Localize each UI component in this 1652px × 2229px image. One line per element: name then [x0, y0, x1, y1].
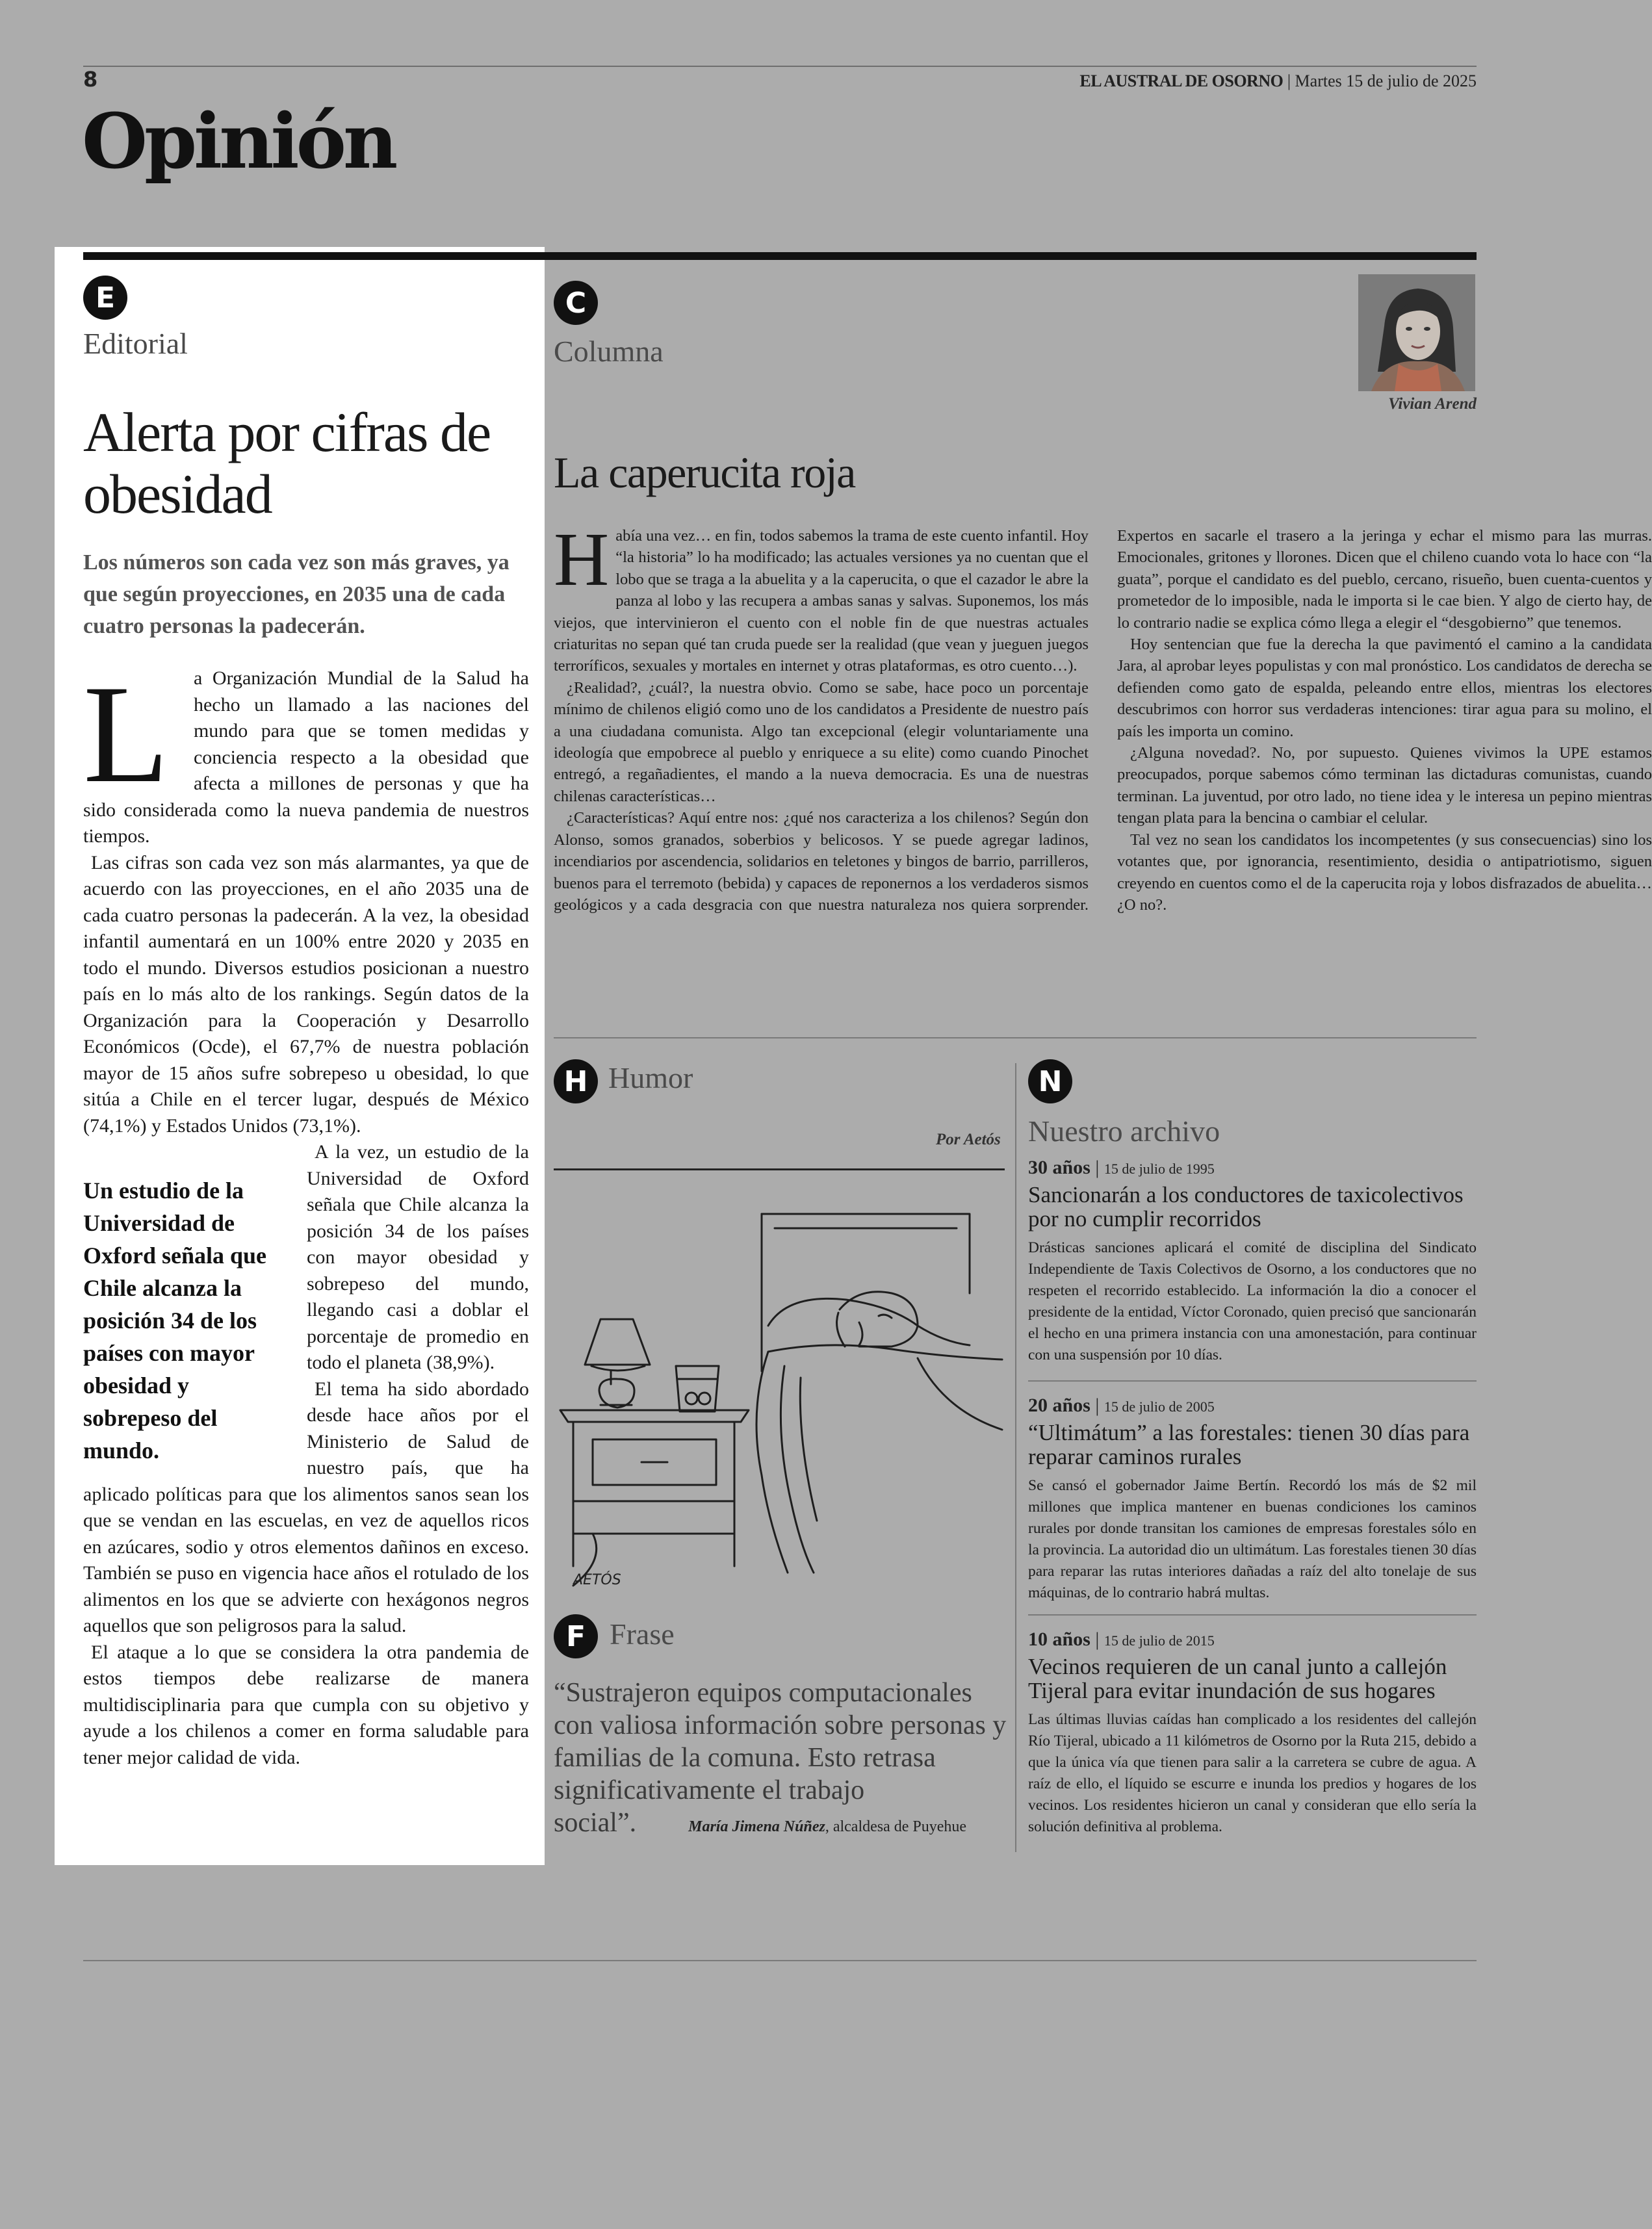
editorial-headline: Alerta por cifras de obesidad [83, 401, 491, 525]
editorial-paragraph: a Organización Mundial de la Salud ha hecho un llamado a las naciones del mundo para que se tomen medidas y conciencia respecto a la obesidad que afecta a millones de personas y que ha sido considerada como la nueva pandemia de nuestros tiempos. [83, 667, 529, 847]
archive-date: 15 de julio de 2005 [1103, 1398, 1215, 1415]
masthead-separator: | [1283, 71, 1295, 90]
frase-role: , alcaldesa de Puyehue [825, 1818, 967, 1835]
archive-body: Se cansó el gobernador Jaime Bertín. Recordó los más de $2 mil millones que implica mantener en buenas condiciones los caminos rurales por donde transitan los camiones de empresas forestales sólo en la provincia. La autoridad dio un ultimátum. Las forestales tienen 30 días para reparar las rutas interiores dañadas a raíz del alto tonelaje de sus máquinas, de lo contrario habrá multas. [1028, 1477, 1477, 1602]
masthead [1079, 71, 1477, 91]
archive-body: Las últimas lluvias caídas han complicado a los residentes del callejón Río Tijeral, ubicado a 11 kilómetros de Osorno por la Ruta 215, debido a que la única vía que tienen para salir a la carretera se cubre de agua. A raíz de ello, el líquido se escurre e inunda los predios y hogares de los vecinos. Los residentes hicieron un canal y consideran que ello sería la solución definitiva al problema. [1028, 1711, 1477, 1836]
section-divider [554, 1037, 1477, 1038]
humor-cartoon [554, 1196, 1002, 1592]
archive-label: Nuestro archivo [1028, 1114, 1220, 1148]
archive-body: Drásticas sanciones aplicará el comité de disciplina del Sindicato Independiente de Taxis Colectivos de Osorno, a los conductores que no respeten el recorrido establecido. La información la dio a conocer el presidente de la entidad, Víctor Coronado, quien precisó que sancionarán el hecho en una primera instancia con una amonestación, para continuar con una suspensión por 10 días. [1028, 1239, 1477, 1364]
frase-label: Frase [610, 1617, 675, 1651]
column-body [554, 517, 1652, 1002]
author-avatar [1358, 274, 1475, 391]
archive-badge: N [1028, 1059, 1072, 1103]
archive-headline: Sancionarán a los conductores de taxicolectivos por no cumplir recorridos [1028, 1182, 1464, 1232]
column-paragraph: ¿Características? Aquí entre nos: ¿qué nos caracteriza a los chilenos? Según don Alonso, somos granados, soberbios y belicosos. Y se puede agregar ladinos, incendiarios por ascendencia, solidarios en teletones y bingos de barrio, parrilleros, buenos para el terremoto (bebida) y capaces de reponernos a los verdaderos sismos geológicos y a cada desgracia con que nuestra naturaleza nos quiera sorprender. Expertos en sacarle el trasero a la jeringa y echar el mismo para las murras. Emocionales, gritones y llorones. Dicen que el chileno cuando vota lo hace con “la guata”, porque el candidato es del pueblo, cercano, risueño, buen cuenta-cuentos y prometedor de lo imposible, nada le importa si le cae bien. Y algo de cierto hay, de lo contrario nadie se explica cómo llega a elegir el “desgobierno” que tenemos. [554, 527, 1652, 914]
archive-years: 10 años [1028, 1629, 1091, 1650]
humor-badge: H [554, 1059, 598, 1103]
top-rule [83, 66, 1477, 67]
archive-headline: “Ultimátum” a las forestales: tienen 30 días para reparar caminos rurales [1028, 1420, 1470, 1470]
editorial-deck: Los números son cada vez son más graves, ya que según proyecciones, en 2035 una de cada cuatro personas la padecerán. [83, 550, 510, 638]
frase-attribution [688, 1818, 966, 1835]
column-label: Columna [554, 335, 664, 368]
editorial-paragraph: El ataque a lo que se considera la otra pandemia de estos tiempos debe realizarse de manera multidisciplinaria para que cumpla con su objetivo y ayude a los chilenos a comer en forma saludable para tener mejor calidad de vida. [83, 1641, 529, 1768]
editorial-paragraph: El tema ha sido abordado desde hace años por el Ministerio de Salud de nuestro país, que ha aplicado políticas para que los alimentos sanos sean los que se vendan en las escuelas, en vez de aquellos ricos en azúcares, sodio y otros elementos dañinos en exceso. También se puso en vigencia hace años el rotulado de los alimentos en los que se advierte con hexágonos negros aquellos que son peligrosos para la salud. [83, 1378, 530, 1636]
column-paragraph: ¿Alguna novedad?. No, por supuesto. Quienes vivimos la UPE estamos preocupados, porque sabemos cómo terminan las dictaduras comunistas, cuando terminan. La juventud, por otro lado, no tiene idea y le interesa un pepino mientras tengan plata para la bencina o cambiar el celular. [1117, 744, 1652, 827]
author-name: Vivian Arend [1388, 395, 1477, 413]
column-dropcap: H [554, 517, 610, 602]
editorial-paragraph: Las cifras son cada vez son más alarmantes, ya que de acuerdo con las proyecciones, en el año 2035 una de cada cuatro personas la padecerán. A la vez, la obesidad infantil aumentará en un 100% entre 2020 y 2035 en todo el mundo. Diversos estudios posicionan a nuestro país en lo más alto de los rankings. Según datos de la Organización para la Cooperación y Desarrollo Económicos (Ocde), el 67,7% de nuestra población mayor de 15 años sufre sobrepeso u obesidad, lo que sitúa a Chile en el tercer lugar, después de México (74,1%) y Estados Unidos (73,1%). [83, 851, 529, 1137]
archive-divider [1028, 1380, 1477, 1382]
frase-author: María Jimena Núñez [688, 1818, 825, 1835]
column-paragraph: Tal vez no sean los candidatos los incompetentes (y sus consecuencias) sino los votantes que, por ignorancia, resentimiento, desidia o antipatriotismo, siguen creyendo en cuentos como el de la caperucita roja y lobos disfrazados de abuelita… ¿O no?. [1117, 831, 1652, 914]
humor-rule [554, 1168, 1005, 1170]
editorial-badge: E [83, 276, 127, 320]
editorial-body [83, 656, 530, 1771]
bottom-rule [83, 1960, 1477, 1961]
archive-date: 15 de julio de 1995 [1103, 1161, 1215, 1177]
archive-item: 10 años | 15 de julio de 2015 Vecinos requieren de un canal junto a callejón Tijeral para evitar inundación de sus hogares Las últimas lluvias caídas han complicado a los residentes del callejón Río Tijeral, ubicado a 11 kilómetros de Osorno por la Ruta 215, debido a que la única vía que tienen para salir a la carretera se cubre de agua. A raíz de ello, el líquido se escurre e inunda los predios y hogares de los vecinos. Los residentes hicieron un canal y consideran que ello sería la solución definitiva al problema. [1028, 1629, 1477, 1838]
editorial-paragraph: A la vez, un estudio de la Universidad de Oxford señala que Chile alcanza la posición 34 de los países con mayor obesidad y sobrepeso del mundo, llegando casi a doblar el porcentaje de promedio en todo el planeta (38,9%). [307, 1141, 529, 1373]
archive-years: 20 años [1028, 1395, 1091, 1416]
archive-headline: Vecinos requieren de un canal junto a callejón Tijeral para evitar inundación de sus hogares [1028, 1654, 1447, 1704]
column-headline: La caperucita roja [554, 448, 855, 497]
archive-item: 20 años | 15 de julio de 2005 “Ultimátum” a las forestales: tienen 30 días para reparar caminos rurales Se cansó el gobernador Jaime Bertín. Recordó los más de $2 mil millones que implica mantener en buenas condiciones los caminos rurales por donde transitan los camiones de empresas forestales sólo en la provincia. La autoridad dio un ultimátum. Las forestales tienen 30 días para reparar las rutas interiores dañadas a raíz del alto tonelaje de sus máquinas, de lo contrario habrá multas. [1028, 1395, 1477, 1604]
column-paragraph: ¿Realidad?, ¿cuál?, la nuestra obvio. Como se sabe, hace poco un porcentaje mínimo de chilenos eligió como uno de los candidatos a Presidente de nuestro país a una ciudadana comunista. Algo tan excepcional (elegir voluntariamente una ideología que empobrece al pueblo y enriquece a su elite) como cuando Pinochet entregó, a regañadientes, el mando a la nueva democracia. Es una de nuestras chilenas características… [554, 678, 1089, 805]
humor-credit: Por Aetós [936, 1131, 1001, 1148]
frase-text: “Sustrajeron equipos computacionales con valiosa información sobre personas y familias de la comuna. Esto retrasa significativamente el trabajo social”. [554, 1678, 1007, 1838]
column-paragraph: Hoy sentencian que fue la derecha la que pavimentó el camino a la candidata Jara, al aprobar leyes populistas y con mal pronóstico. Los candidatos de derecha se defienden como gato de espalda, peleando entre ellos, mientras los electores descubrimos con horror sus verdaderas intenciones: tirar agua para su molino, el país les importa un comino. [1117, 636, 1652, 740]
thick-rule [83, 252, 1477, 260]
issue-date: Martes 15 de julio de 2025 [1295, 71, 1477, 90]
archive-years: 30 años [1028, 1157, 1091, 1178]
editorial-dropcap: L [83, 656, 169, 812]
archive-divider [1028, 1614, 1477, 1616]
page-number: 8 [83, 67, 98, 92]
archive-item: 30 años | 15 de julio de 1995 Sancionarán a los conductores de taxicolectivos por no cumplir recorridos Drásticas sanciones aplicará el comité de disciplina del Sindicato Independiente de Taxis Colectivos de Osorno, a los conductores que no respeten el recorrido establecido. La información la dio a conocer el presidente de la entidad, Víctor Coronado, quien precisó que sancionarán el hecho en una primera instancia con una amonestación, para continuar con una suspensión por 10 días. [1028, 1157, 1477, 1366]
column-badge: C [554, 281, 598, 325]
cartoon-signature: AETÓS [573, 1572, 621, 1588]
editorial-label: Editorial [83, 327, 188, 360]
archive-date: 15 de julio de 2015 [1103, 1632, 1215, 1649]
publication-name: EL AUSTRAL DE OSORNO [1079, 71, 1284, 90]
humor-label: Humor [608, 1061, 693, 1094]
column-paragraph: abía una vez… en fin, todos sabemos la trama de este cuento infantil. Hoy “la historia” lo ha modificado; las actuales versiones ya no cuentan que el lobo que se traga a la abuelita y a la caperucita, o que el cazador le abre la panza al lobo y las recupera a ambas sanas y salvas. Suponemos, los más viejos, que intervinieron el cuento con el noble fin de que nuestras actuales criaturitas no sepan qué tan cruda puede ser la realidad (que vean y jueguen juegos terroríficos, sexuales y mortales en internet y otras plataformas, es otro cuento…). [554, 527, 1089, 675]
editorial-pullquote: Un estudio de la Universidad de Oxford señala que Chile alcanza la posición 34 de los países con mayor obesidad y sobrepeso del mundo. [83, 1178, 267, 1463]
section-title: Opinión [82, 97, 395, 186]
frase-badge: F [554, 1614, 598, 1658]
frase-quote [554, 1677, 1009, 1839]
column-divider [1015, 1063, 1016, 1852]
